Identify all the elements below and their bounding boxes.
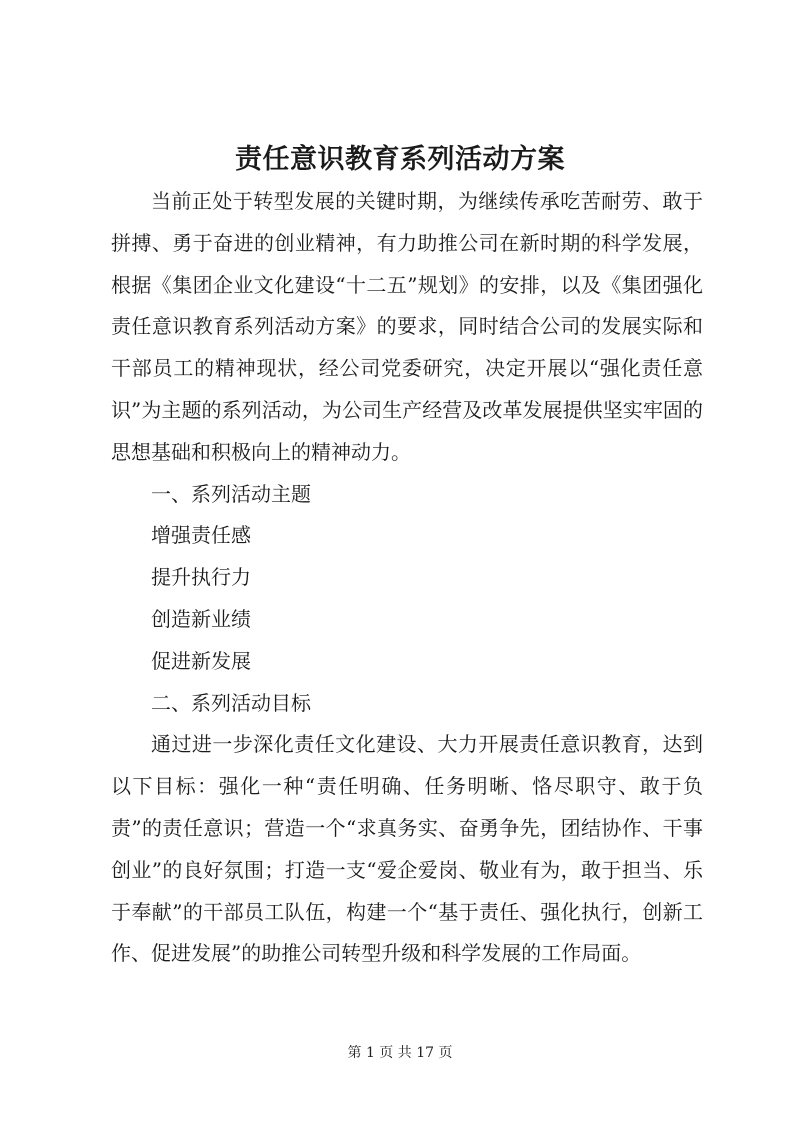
page-footer: 第 1 页 共 17 页 bbox=[347, 1045, 453, 1061]
section-heading-theme: 一、系列活动主题 bbox=[151, 481, 311, 506]
document-body bbox=[111, 181, 703, 975]
theme-item-execution: 提升执行力 bbox=[151, 565, 251, 590]
theme-item-performance: 创造新业绩 bbox=[151, 606, 251, 631]
paragraph-intro: 当前正处于转型发展的关键时期，为继续传承吃苦耐劳、敢于拼搏、勇于奋进的创业精神，有力助推公司在新时期的科学发展，根据《集团企业文化建设“十二五”规划》的安排，以及《集团强化责任意识教育系列活动方案》的要求，同时结合公司的发展实际和干部员工的精神现状，经公司党委研究，决定开展以“强化责任意识”为主题的系列活动，为公司生产经营及改革发展提供坚实牢固的思想基础和积极向上的精神动力。 bbox=[111, 189, 703, 464]
document-title: 责任意识教育系列活动方案 bbox=[235, 144, 565, 175]
paragraph-goals: 通过进一步深化责任文化建设、大力开展责任意识教育，达到以下目标：强化一种“责任明确、任务明晰、恪尽职守、敢于负责”的责任意识；营造一个“求真务实、奋勇争先，团结协作、干事创业”的良好氛围；打造一支“爱企爱岗、敬业有为，敢于担当、乐于奉献”的干部员工队伍，构建一个“基于责任、强化执行，创新工作、促进发展”的助推公司转型升级和科学发展的工作局面。 bbox=[111, 732, 703, 966]
section-heading-goals: 二、系列活动目标 bbox=[151, 690, 311, 715]
theme-item-responsibility: 增强责任感 bbox=[151, 523, 251, 548]
theme-item-development: 促进新发展 bbox=[151, 648, 251, 673]
